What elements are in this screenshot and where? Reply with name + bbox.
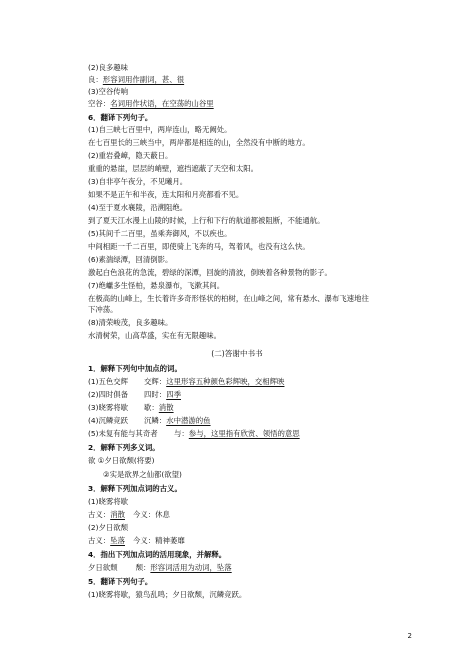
meaning-line [88,510,410,520]
vocab-term: 交辉： [144,377,167,386]
vocab-row [88,403,410,413]
translation-line: 在七百里长的三峡当中，两岸都是相连的山，全然没有中断的地方。 [88,138,310,147]
translation-line: 在极高的山峰上，生长着许多奇形怪状的柏树，在山峰之间，常有悬水、瀑布飞速地往 [88,294,369,303]
answer-line: (3)空谷传响 [88,87,129,96]
polysemy-line: ②实是欲界之仙都(欲望) [103,470,182,479]
translation-line: 中间相距一千二百里，即使骑上飞奔的马，驾着风，也没有这么快。 [88,242,310,251]
translation-line: 水清树荣，山高草盛，实在有无限趣味。 [88,331,222,340]
term-label: 空谷： [88,99,111,108]
source-sentence: (6)素湍绿潭，回清倒影。 [88,255,173,264]
vocab-phrase: (3)晓雾将歇 [88,403,129,412]
question-heading: 2．解释下列多义词。 [88,443,160,452]
answer-underlined: 形容词用作副词，甚、很 [102,75,185,84]
vocab-answer: 参与，这里指有欣赏、领悟的意思 [188,429,300,438]
translation-line: 激起白色浪花的急流，碧绿的深潭，回旋的清波，倒映着各种景物的影子。 [88,268,332,277]
vocab-term: 歇： [144,403,159,412]
term-label: 良： [88,75,103,84]
vocab-term: 四时： [144,390,167,399]
vocab-answer: 水中潜游的鱼 [166,416,211,425]
polysemy-line: 欲 ①夕日欲颓(将要) [88,456,155,465]
modern-meaning: 今义：精神萎靡 [132,536,185,545]
usage-term: 颓： [135,563,151,572]
meaning-label: 古义： [88,510,111,519]
source-sentence: (1)自三峡七百里中，两岸连山，略无阙处。 [88,125,232,134]
meaning-label: 古义： [88,536,111,545]
vocab-term: 沉鳞： [144,416,167,425]
vocab-answer: 这里形容五种颜色彩辉映，交相辉映 [166,377,285,386]
section-title: (二)答谢中书书 [211,349,263,358]
question-heading: 1．解释下列句中加点的词。 [88,364,182,373]
source-sentence: (7)绝巘多生怪柏，悬泉瀑布，飞漱其间。 [88,281,225,290]
source-sentence: (5)其间千二百里，虽乘奔御风，不以疾也。 [88,229,232,238]
source-sentence: (4)至于夏水襄陵，沿溯阻绝。 [88,203,188,212]
translation-line: 如果不是正午和半夜，连太阳和月亮都看不见。 [88,190,244,199]
usage-answer: 形容词活用为动词，坠落 [150,563,232,572]
translation-line: 下冲荡。 [88,305,118,314]
answer-line: (2)良多趣味 [88,63,129,72]
question-heading: 4．指出下列加点词的活用现象，并解释。 [88,550,227,559]
vocab-phrase: (5)未复有能与其奇者 [88,429,158,438]
vocab-answer: 消散 [158,403,174,412]
ancient-meaning: 坠落 [110,536,125,545]
item-line: (1)晓雾将歇 [88,497,129,506]
question-heading: 3．解释下列加点词的古义。 [88,484,182,493]
answer-line [88,99,410,109]
vocab-answer: 四季 [166,390,181,399]
usage-phrase: 夕日欲颓 [88,563,118,572]
source-sentence: (3)自非亭午夜分，不见曦月。 [88,177,188,186]
answer-line [88,75,410,85]
source-sentence: (2)重岩叠嶂，隐天蔽日。 [88,151,173,160]
answer-underlined: 名词用作状语，在空荡的山谷里 [110,99,214,108]
vocab-term: 与： [174,429,189,438]
vocab-phrase: (4)沉鳞竞跃 [88,416,129,425]
vocab-phrase: (2)四时俱备 [88,390,129,399]
vocab-phrase: (1)五色交辉 [88,377,129,386]
meaning-line [88,536,410,546]
vocab-row [88,377,410,387]
translation-line: 重重的悬崖，层层的峭壁，遮挡遮蔽了天空和太阳。 [88,164,258,173]
usage-line [88,563,410,573]
vocab-row [88,390,410,400]
source-sentence: (1)晓雾将歇，猿鸟乱鸣；夕日欲颓，沉鳞竞跃。 [88,590,247,599]
ancient-meaning: 消散 [110,510,125,519]
question-heading: 5．翻译下列句子。 [88,577,153,586]
item-line: (2)夕日欲颓 [88,523,129,532]
vocab-row [88,416,410,426]
question-heading: 6．翻译下列句子。 [88,113,153,122]
page-number: 2 [407,632,412,640]
translation-line: 到了夏天江水漫上山陵的时候，上行和下行的航道都被阻断，不能通航。 [88,216,325,225]
source-sentence: (8)清荣峻茂，良多趣味。 [88,318,173,327]
modern-meaning: 今义：休息 [132,510,170,519]
vocab-row [88,429,410,439]
